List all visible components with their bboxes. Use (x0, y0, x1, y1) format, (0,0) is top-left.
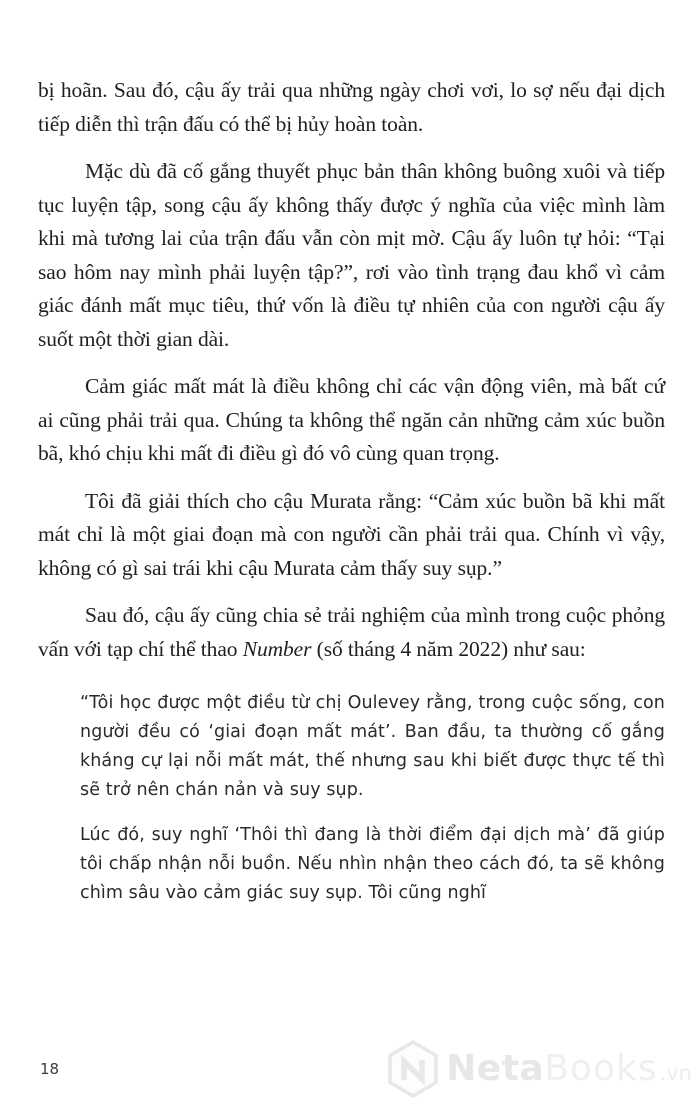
netabooks-watermark (387, 1040, 692, 1098)
body-paragraph-4: Tôi đã giải thích cho cậu Murata rằng: “Cảm xúc buồn bã khi mất mát chỉ là một giai đoạn mà con người cần phải trải qua. Chính vì vậy, không có gì sai trái khi cậu Murata cảm thấy suy sụp.” (38, 488, 665, 580)
quote-paragraph-1: “Tôi học được một điều từ chị Oulevey rằng, trong cuộc sống, con người đều có ‘giai đoạn mất mát’. Ban đầu, ta thường cố gắng kháng cự lại nỗi mất mát, thế nhưng sau khi biết được thực tế thì sẽ trở nên chán nản và suy sụp. (80, 692, 665, 800)
interview-quote-block (80, 689, 665, 908)
body-paragraph-5-tail: (số tháng 4 năm 2022) như sau: (311, 636, 586, 661)
quote-paragraph-2: Lúc đó, suy nghĩ ‘Thôi thì đang là thời điểm đại dịch mà’ đã giúp tôi chấp nhận nỗi buồn. Nếu nhìn nhận theo cách đó, ta sẽ không chìm sâu vào cảm giác suy sụp. Tôi cũng nghĩ (80, 824, 665, 903)
brand-text-vn: .vn (659, 1061, 692, 1085)
magazine-title-italic: Number (242, 636, 312, 661)
body-paragraph-1: bị hoãn. Sau đó, cậu ấy trải qua những ngày chơi vơi, lo sợ nếu đại dịch tiếp diễn thì trận đấu có thể bị hủy hoàn toàn. (38, 78, 665, 136)
netabooks-brand-text (446, 1048, 692, 1089)
page-number: 18 (40, 1060, 60, 1078)
page-body-text (38, 74, 665, 924)
brand-text-books: Books (544, 1048, 658, 1089)
body-paragraph-5 (38, 599, 665, 666)
brand-text-neta: Neta (446, 1048, 545, 1089)
body-paragraph-2: Mặc dù đã cố gắng thuyết phục bản thân không buông xuôi và tiếp tục luyện tập, song cậu ấy không thấy được ý nghĩa của việc mình làm khi mà tương lai của trận đấu vẫn còn mịt mờ. Cậu ấy luôn tự hỏi: “Tại sao hôm nay mình phải luyện tập?”, rơi vào tình trạng đau khổ vì cảm giác đánh mất mục tiêu, thứ vốn là điều tự nhiên của con người cậu ấy suốt một thời gian dài. (38, 159, 665, 351)
body-paragraph-5-text: Sau đó, cậu ấy cũng chia sẻ trải nghiệm của mình trong cuộc phỏng vấn với tạp chí thể thao (38, 603, 665, 661)
body-paragraph-3: Cảm giác mất mát là điều không chỉ các vận động viên, mà bất cứ ai cũng phải trải qua. Chúng ta không thể ngăn cản những cảm xúc buồn bã, khó chịu khi mất đi điều gì đó vô cùng quan trọng. (38, 374, 665, 466)
hexagon-n-icon (387, 1040, 439, 1098)
